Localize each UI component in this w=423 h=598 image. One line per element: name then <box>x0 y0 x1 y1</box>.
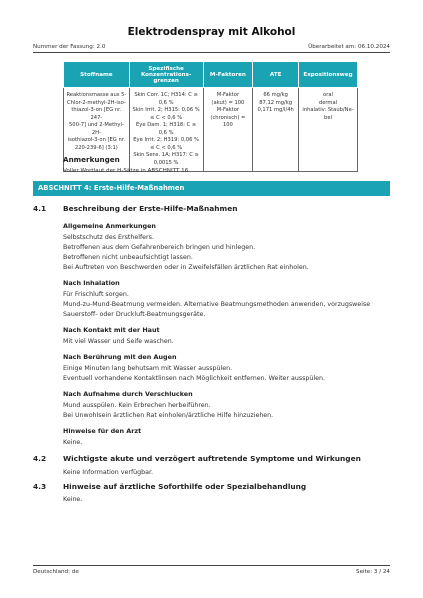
paragraph-line: Betroffenen aus dem Gefahrenbereich bringen und hinlegen. <box>63 244 256 251</box>
revision-date: Überarbeitet am: 06.10.2024 <box>308 44 390 50</box>
cell-konzentrationsgrenzen: Skin Corr. 1C; H314: C ≥ 0,6 % Skin Irrit. 2; H315: 0,06 % ≤ C < 0,6 % Eye Dam. 1; H318: C ≥ 0,6 % Eye Irrit. 2; H319: 0,06 % ≤ C < 0,6 % Skin Sens. 1A; H317: C ≥ 0,0015 % <box>129 88 203 172</box>
paragraph-line: Mund-zu-Mund-Beatmung vermeiden. Alternative Beatmungsmethoden anwenden, vorzugsweise <box>63 301 371 308</box>
column-header: ATE <box>253 62 299 88</box>
paragraph-line: Für Frischluft sorgen. <box>63 291 129 298</box>
paragraph-line: Keine. <box>63 496 83 503</box>
block-heading: Nach Kontakt mit der Haut <box>63 326 160 334</box>
paragraph-line: Eventuell vorhandene Kontaktlinsen nach Möglichkeit entfernen. Weiter ausspülen. <box>63 375 326 382</box>
header-divider <box>33 52 390 53</box>
block-heading: Nach Berührung mit den Augen <box>63 353 177 361</box>
paragraph-line: Mund ausspülen. Kein Erbrechen herbeiführen. <box>63 402 211 409</box>
paragraph-line: Einige Minuten lang behutsam mit Wasser ausspülen. <box>63 365 233 372</box>
footer-country: Deutschland: de <box>33 569 79 575</box>
column-header: M-Faktoren <box>203 62 253 88</box>
anmerkungen-text: Voller Wortlaut der H-Sätze in ABSCHNITT 16 <box>63 168 189 174</box>
anmerkungen-heading: Anmerkungen <box>63 155 120 164</box>
cell-m-faktoren: M-Faktor (akut) = 100 M-Faktor (chronisch) = 100 <box>203 88 253 172</box>
column-header: Spezifische Konzentrations-grenzen <box>129 62 203 88</box>
subsection-number: 4.3 <box>33 482 47 491</box>
paragraph-line: Mit viel Wasser und Seife waschen. <box>63 338 174 345</box>
paragraph-line: Keine Information verfügbar. <box>63 469 154 476</box>
table-header-row <box>64 62 358 88</box>
block-heading: Nach Inhalation <box>63 279 120 287</box>
paragraph-line: Selbstschutz des Ersthelfers. <box>63 234 154 241</box>
document-title: Elektrodenspray mit Alkohol <box>127 26 296 38</box>
section-title: ABSCHNITT 4: Erste-Hilfe-Maßnahmen <box>38 184 185 192</box>
paragraph-line: Keine. <box>63 439 83 446</box>
column-header: Expositionsweg <box>299 62 358 88</box>
cell-stoffname: Reaktionsmasse aus 5- Chlor-2-methyl-2H-iso- thiazol-3-on [EG nr. 247- 500-7] und 2-Methyl-2H- isothiazol-3-on [EG nr. 220-239-6] (3:1) <box>64 88 130 172</box>
paragraph-line: Betroffenen nicht unbeaufsichtigt lassen. <box>63 254 193 261</box>
block-heading: Allgemeine Anmerkungen <box>63 222 156 230</box>
block-heading: Nach Aufnahme durch Verschlucken <box>63 390 193 398</box>
cell-expositionsweg: oral dermal inhalativ: Staub/Ne- bel <box>299 88 358 172</box>
footer-divider <box>33 565 390 566</box>
subsection-title: Hinweise auf ärztliche Soforthilfe oder Spezialbehandlung <box>63 482 307 491</box>
version-number: Nummer der Fassung: 2.0 <box>33 44 106 50</box>
subsection-title: Wichtigste akute und verzögert auftretende Symptome und Wirkungen <box>63 454 361 463</box>
subsection-title: Beschreibung der Erste-Hilfe-Maßnahmen <box>63 204 238 213</box>
paragraph-line: Bei Unwohlsein ärztlichen Rat einholen/ärztliche Hilfe hinzuziehen. <box>63 412 274 419</box>
cell-ate: 66 mg/kg 87,12 mg/kg 0,171 mg/l/4h <box>253 88 299 172</box>
footer-page-number: Seite: 3 / 24 <box>356 569 390 575</box>
block-heading: Hinweise für den Arzt <box>63 427 142 435</box>
paragraph-line: Sauerstoff- oder Druckluft-Beatmungsgeräte. <box>63 311 206 318</box>
column-header: Stoffname <box>64 62 130 88</box>
subsection-number: 4.1 <box>33 204 47 213</box>
subsection-number: 4.2 <box>33 454 47 463</box>
section-bar <box>33 181 390 196</box>
paragraph-line: Bei Auftreten von Beschwerden oder in Zweifelsfällen ärztlichen Rat einholen. <box>63 264 309 271</box>
